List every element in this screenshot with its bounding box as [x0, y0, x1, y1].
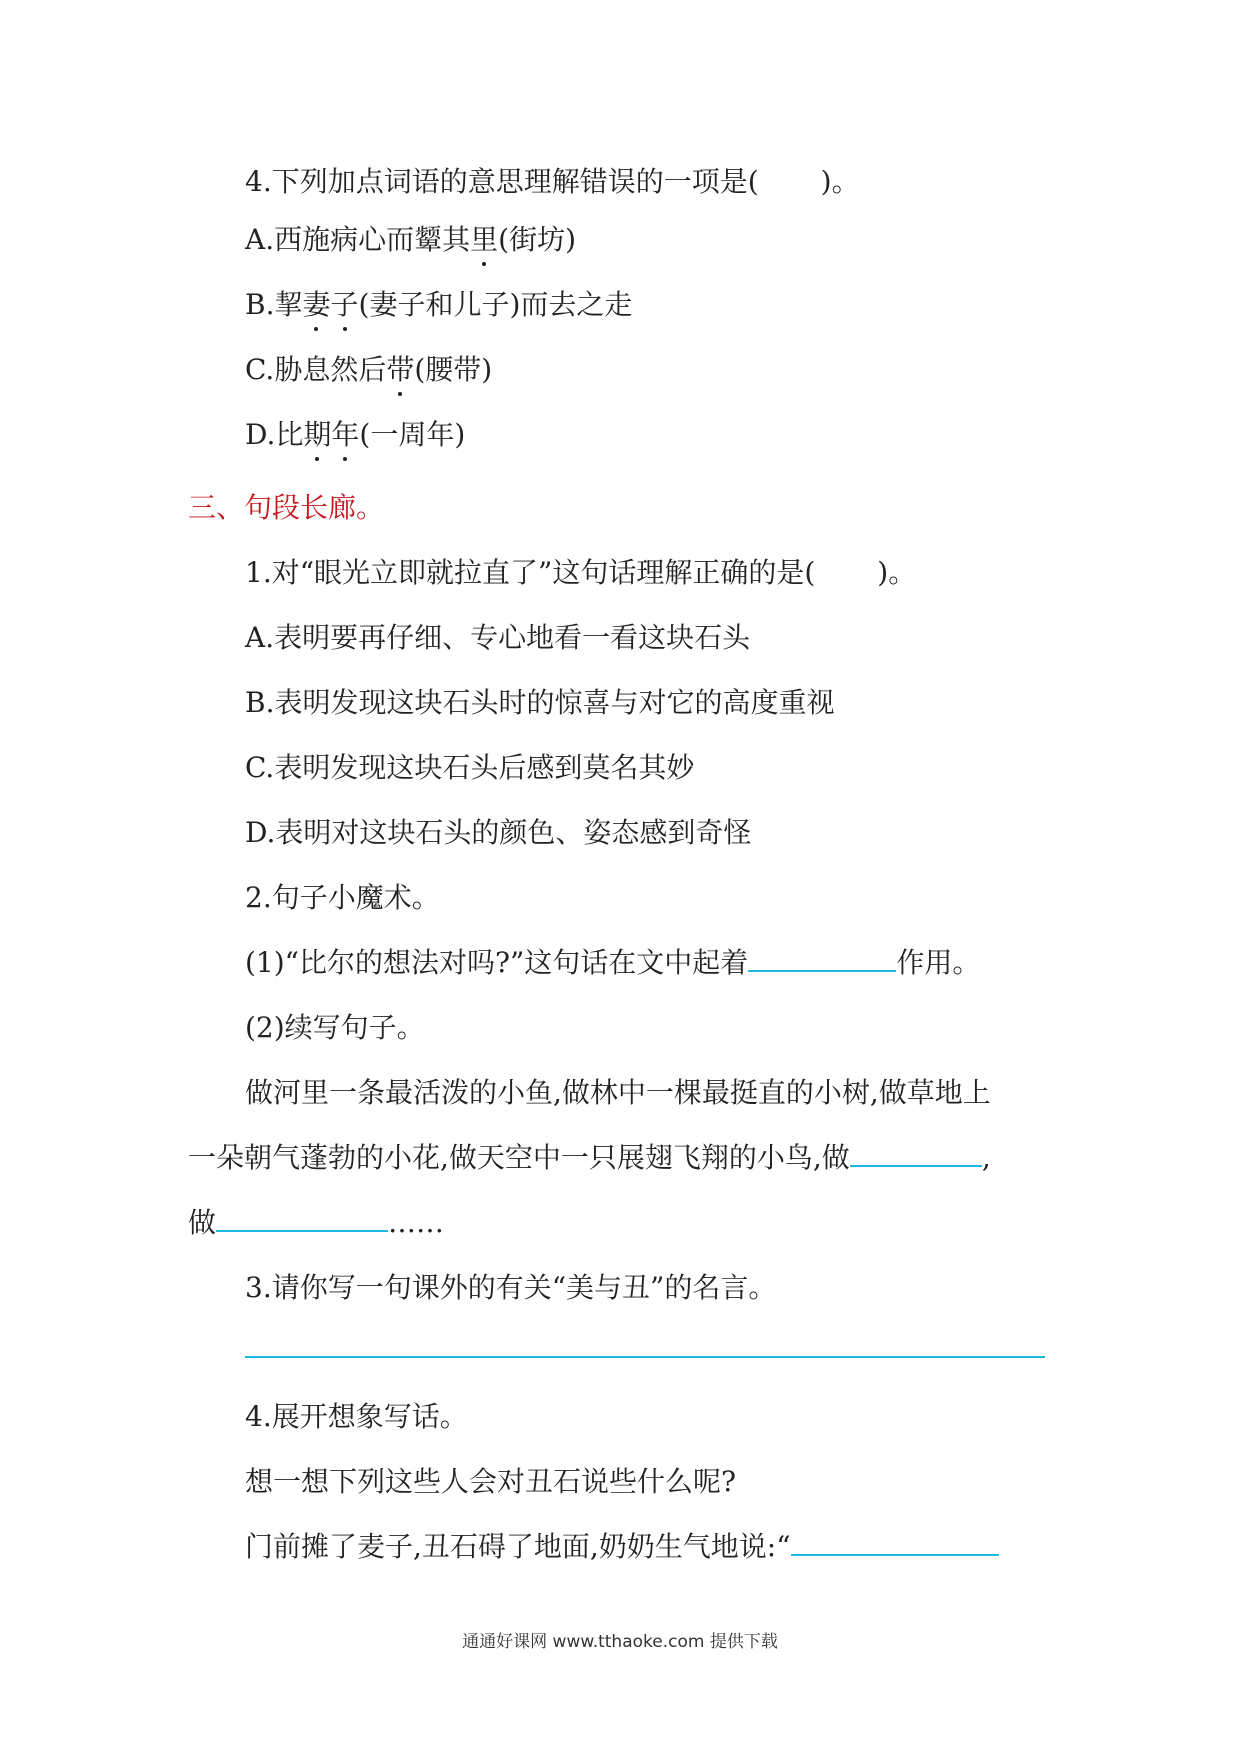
q4-stem-text: 4.下列加点词语的意思理解错误的一项是( [245, 165, 759, 198]
s3-q2-paragraph-line3-text: 做 [188, 1206, 217, 1239]
dotted-word: 里 [470, 220, 498, 260]
s3-q1-stem-end: )。 [877, 556, 917, 589]
q4-option-b [245, 285, 632, 325]
s3-q2-paragraph-line2-text: 一朵朝气蓬勃的小花,做天空中一只展翅飞翔的小鸟,做 [188, 1141, 850, 1174]
s3-q1-option-b: B.表明发现这块石头时的惊喜与对它的高度重视 [245, 686, 835, 719]
s3-q4-prompt: 想一想下列这些人会对丑石说些什么呢? [245, 1465, 737, 1498]
s3-q2-paragraph-line2-end: , [981, 1141, 991, 1174]
q4-option-d-gloss: (一周年) [359, 418, 466, 451]
dotted-word: 妻 [302, 285, 330, 325]
answer-blank[interactable] [791, 1530, 999, 1556]
s3-q1-option-a: A.表明要再仔细、专心地看一看这块石头 [245, 621, 751, 654]
q4-option-d [245, 415, 465, 455]
q4-option-c-gloss: (腰带) [414, 353, 493, 386]
s3-q2-paragraph-line3 [188, 1203, 444, 1243]
s3-q3-stem: 3.请你写一句课外的有关“美与丑”的名言。 [245, 1271, 777, 1304]
s3-q2-part1-text: (1)“比尔的想法对吗?”这句话在文中起着 [245, 946, 749, 979]
q4-option-b-gloss: (妻子和儿子)而去之走 [358, 288, 633, 321]
s3-q3-answer-line[interactable] [245, 1356, 1045, 1358]
dotted-word: 子 [331, 285, 359, 325]
s3-q4-line-text: 门前摊了麦子,丑石碍了地面,奶奶生气地说:“ [245, 1530, 791, 1563]
answer-blank[interactable] [850, 1141, 982, 1167]
q4-option-d-text: D.比 [245, 418, 304, 451]
q4-option-b-text: B.挈 [245, 288, 303, 321]
s3-q2-part2: (2)续写句子。 [245, 1011, 425, 1044]
answer-blank[interactable] [748, 946, 896, 972]
q4-option-c-text: C.胁息然后 [245, 353, 387, 386]
q4-stem-end: )。 [820, 165, 860, 198]
s3-q1-option-d: D.表明对这块石头的颜色、姿态感到奇怪 [245, 816, 752, 849]
s3-q2-title: 2.句子小魔术。 [245, 881, 440, 914]
section-title: 三、句段长廊。 [188, 491, 385, 524]
q4-option-a-text: A.西施病心而颦其 [245, 223, 471, 256]
q4-option-a-gloss: (街坊) [498, 223, 576, 256]
dotted-word: 年 [331, 415, 359, 455]
s3-q2-paragraph-line2 [188, 1138, 991, 1178]
ellipsis: …… [388, 1206, 445, 1239]
page-footer: 通通好课网 www.tthaoke.com 提供下载 [462, 1632, 778, 1652]
answer-blank[interactable] [216, 1206, 388, 1232]
s3-q1-stem-text: 1.对“眼光立即就拉直了”这句话理解正确的是( [245, 556, 816, 589]
s3-q4-title: 4.展开想象写话。 [245, 1400, 468, 1433]
q4-option-c [245, 350, 492, 390]
q4-stem [245, 162, 860, 202]
s3-q1-stem [245, 553, 916, 593]
s3-q2-paragraph-line1: 做河里一条最活泼的小鱼,做林中一棵最挺直的小树,做草地上 [245, 1076, 991, 1109]
s3-q2-part1-end: 作用。 [896, 946, 981, 979]
s3-q1-option-c: C.表明发现这块石头后感到莫名其妙 [245, 751, 695, 784]
dotted-word: 带 [386, 350, 414, 390]
dotted-word: 期 [303, 415, 331, 455]
s3-q4-line [245, 1527, 999, 1567]
q4-option-a [245, 220, 576, 260]
s3-q2-part1 [245, 943, 980, 983]
